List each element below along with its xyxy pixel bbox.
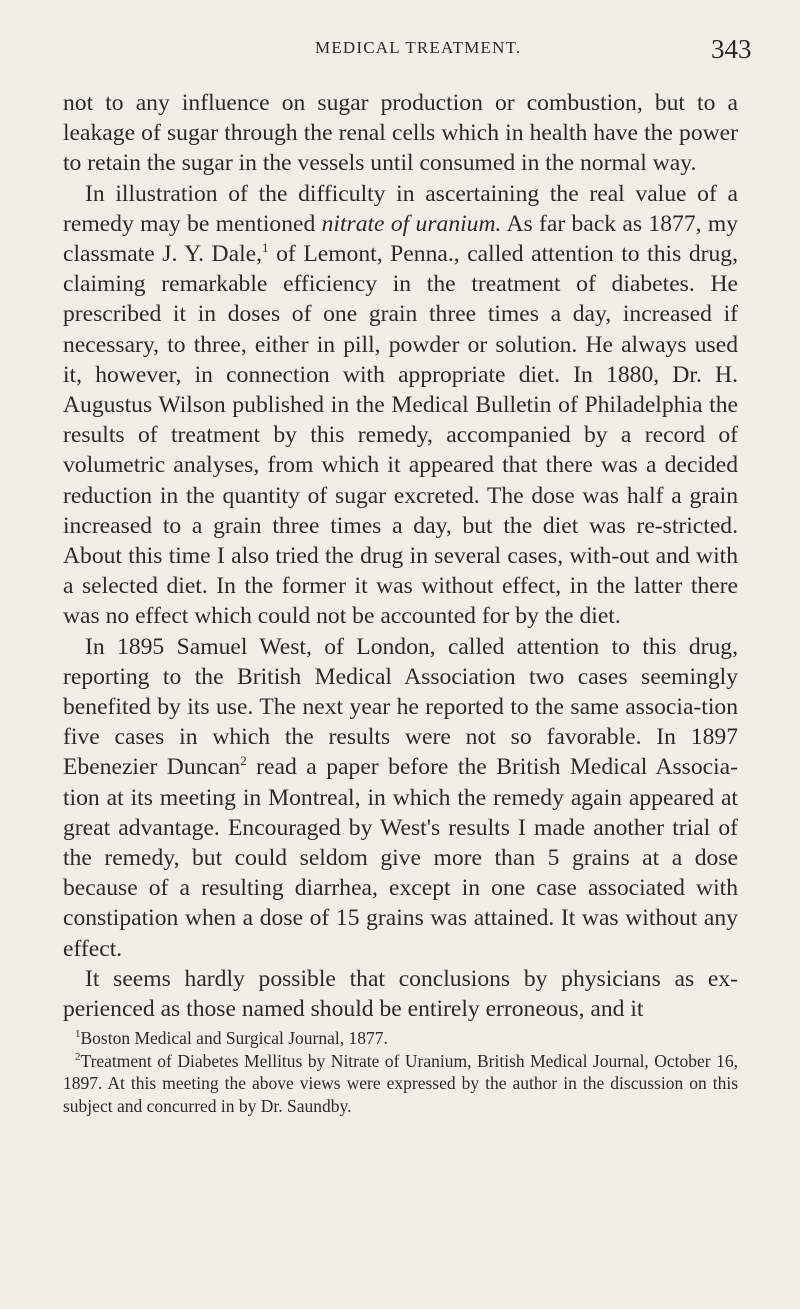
paragraph-text: In 1895 Samuel West, of London, called attention to this drug, reporting to the British Medical Association two cases seemingly benefited by its use. The next year he reported to the same associa-tion five cases in which the results were not so favorable. In 1897 Ebenezier Duncan	[63, 633, 738, 781]
footnote-ref-1: 1	[262, 240, 269, 256]
footnote-2	[63, 1050, 738, 1118]
footnote-mark: 2	[75, 1050, 81, 1063]
body-text	[63, 88, 738, 1024]
drug-name-italic: nitrate of uranium.	[321, 210, 502, 237]
footnotes	[63, 1027, 738, 1118]
paragraph-west	[63, 632, 738, 964]
running-head: MEDICAL TREATMENT.	[315, 38, 522, 57]
page-header	[0, 34, 800, 78]
paragraph-text: It seems hardly possible that conclusions by physicians as ex-perienced as those named should be entirely erroneous, and it	[63, 965, 738, 1023]
footnote-ref-2: 2	[240, 753, 247, 769]
footnote-1	[63, 1027, 738, 1050]
paragraph-text: read a paper before the British Medical Associa-tion at its meeting in Montreal, in which the remedy again appeared at great advantage. Encouraged by West's results I made another trial of the remedy, but could seldom give more than 5 grains at a dose because of a resulting diarrhea, except in one case associated with constipation when a dose of 15 grains was attained. It was without any effect.	[63, 754, 738, 962]
paragraph-text: of Lemont, Penna., called attention to this drug, claiming remarkable efficiency in the treatment of diabetes. He prescribed it in doses of one grain three times a day, increased if necessary, to three, either in pill, powder or solution. He always used it, however, in connection with appropriate diet. In 1880, Dr. H. Augustus Wilson published in the Medical Bulletin of Philadelphia the results of treatment by this remedy, accompanied by a record of volumetric analyses, from which it appeared that there was a decided reduction in the quantity of sugar excreted. The dose was half a grain increased to a grain three times a day, but the diet was re-stricted. About this time I also tried the drug in several cases, with-out and with a selected diet. In the former it was without effect, in the latter there was no effect which could not be accounted for by the diet.	[63, 241, 739, 630]
paragraph-text: not to any influence on sugar production or combustion, but to a leakage of sugar through the renal cells which in health have the power to retain the sugar in the vessels until consumed in the normal way.	[63, 90, 738, 177]
paragraph-text: As far back as 1877, my classmate J. Y. Dale,	[63, 210, 738, 268]
paragraph-uranium	[63, 179, 738, 632]
footnote-text: Boston Medical and Surgical Journal, 1877.	[80, 1028, 388, 1048]
paragraph-text: In illustration of the difficulty in ascertaining the real value of a remedy may be mentioned	[63, 180, 738, 237]
paragraph-conclusions	[63, 964, 738, 1024]
footnote-text: Treatment of Diabetes Mellitus by Nitrate of Uranium, British Medical Journal, October 16, 1897. At this meeting the above views were expressed by the author in the discussion on this subject and concurred in by Dr. Saundby.	[63, 1050, 738, 1117]
paragraph-continuation	[63, 88, 738, 179]
page-number: 343	[711, 34, 752, 64]
footnote-mark: 1	[75, 1028, 81, 1041]
